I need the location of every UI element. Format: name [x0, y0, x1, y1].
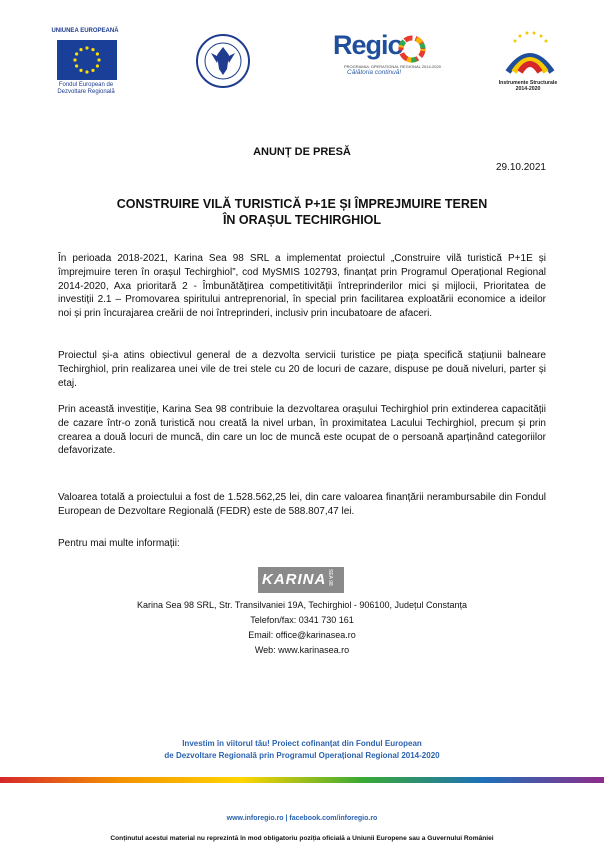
footer-links[interactable]: www.inforegio.ro | facebook.com/inforegio.ro: [226, 815, 378, 822]
eu-stars-icon: [57, 40, 117, 80]
eu-caption: [40, 82, 132, 96]
eu-title: UNIUNEA EUROPEANĂ: [51, 28, 119, 34]
is-caption-line2: 2014-2020: [515, 86, 541, 92]
document-label: ANUNȚ DE PRESĂ: [253, 146, 351, 158]
eu-caption-line2: Dezvoltare Regională: [57, 89, 115, 95]
cofinancing-line1: Investim în viitorul tău! Proiect cofinanțat din Fondul European: [182, 739, 422, 748]
regio-flower-icon: [397, 34, 427, 64]
paragraph-project-intro: În perioada 2018-2021, Karina Sea 98 SRL a implementat proiectul „Construire vilă turistică P+1E și împrejmuire teren în orașul Techirghiol”, cod MySMIS 102793, finanțat prin Programul Operațional Regional 2014-2020, Axa prioritară 2 - Îmbunătățirea competitivității întreprinderilor mici și mijlocii, Prioritatea de investiții 2.1 – Promovarea spiritului antreprenorial, în special prin facilitarea exploatării economice a ideilor noi și prin încurajarea creării de noi întreprinderi, inclusiv prin incubatoare de afaceri.: [58, 253, 546, 320]
paragraph-investment: Prin această investiție, Karina Sea 98 contribuie la dezvoltarea orașului Techirghiol prin extinderea capacității de cazare într-o zonă turistică nou creată la nivel urban, în proximitatea Lacului Techirghiol, precum și prin crearea a două locuri de muncă, din care un loc de muncă este ocupat de o persoană aparținând categoriilor defavorizate.: [58, 404, 546, 457]
structural-instruments-logo: [500, 30, 560, 80]
paragraph-objective: Proiectul și-a atins obiectivul general de a dezvolta servicii turistice pe piața specifică stațiunii balneare Techirghiol, prin realizarea unei vile de trei stele cu 20 de locuri de cazare, dispuse pe două niveluri, parter și etaj.: [58, 350, 546, 389]
rainbow-divider: [0, 777, 604, 783]
karina-logo-sub: SEA 98: [327, 569, 333, 586]
document-title: [60, 196, 544, 228]
company-email[interactable]: Email: office@karinasea.ro: [248, 630, 356, 640]
eu-caption-line1: Fondul European de: [58, 82, 114, 88]
karina-logo-word: KARINA: [262, 571, 327, 588]
government-seal-logo: [195, 33, 251, 89]
regio-program-caption: PROGRAMUL OPERAȚIONAL REGIONAL 2014-2020: [344, 64, 441, 69]
eu-flag-logo: [57, 40, 117, 80]
title-line1: CONSTRUIRE VILĂ TURISTICĂ P+1E ȘI ÎMPREJMUIRE TEREN: [116, 197, 488, 211]
structural-instruments-caption: [478, 80, 578, 92]
company-phone: Telefon/fax: 0341 730 161: [250, 615, 354, 625]
regio-tagline: Călătoria continuă!: [347, 69, 402, 76]
structural-instruments-icon: [500, 30, 560, 80]
cofinancing-line2: de Dezvoltare Regională prin Programul Operațional Regional 2014-2020: [164, 751, 440, 760]
footer-disclaimer: Conținutul acestui material nu reprezintă în mod obligatoriu poziția oficială a Uniunii Europene sau a Guvernului României: [110, 835, 494, 842]
cofinancing-note: [0, 738, 604, 762]
company-web[interactable]: Web: www.karinasea.ro: [254, 645, 350, 655]
document-date: 29.10.2021: [495, 162, 546, 173]
company-address: Karina Sea 98 SRL, Str. Transilvaniei 19A, Techirghiol - 906100, Județul Constanța: [136, 600, 468, 610]
paragraph-value: Valoarea totală a proiectului a fost de 1.528.562,25 lei, din care valoarea finanțării nerambursabile din Fondul European de Dezvoltare Regională (FEDR) este de 588.807,47 lei.: [58, 492, 546, 517]
is-caption-line1: Instrumente Structurale: [498, 80, 558, 86]
more-info-label: Pentru mai multe informații:: [58, 538, 180, 549]
regio-logo-word: Regio: [333, 30, 404, 60]
title-line2: ÎN ORAȘUL TECHIRGHIOL: [222, 213, 382, 227]
romania-coat-of-arms-icon: [195, 33, 251, 89]
